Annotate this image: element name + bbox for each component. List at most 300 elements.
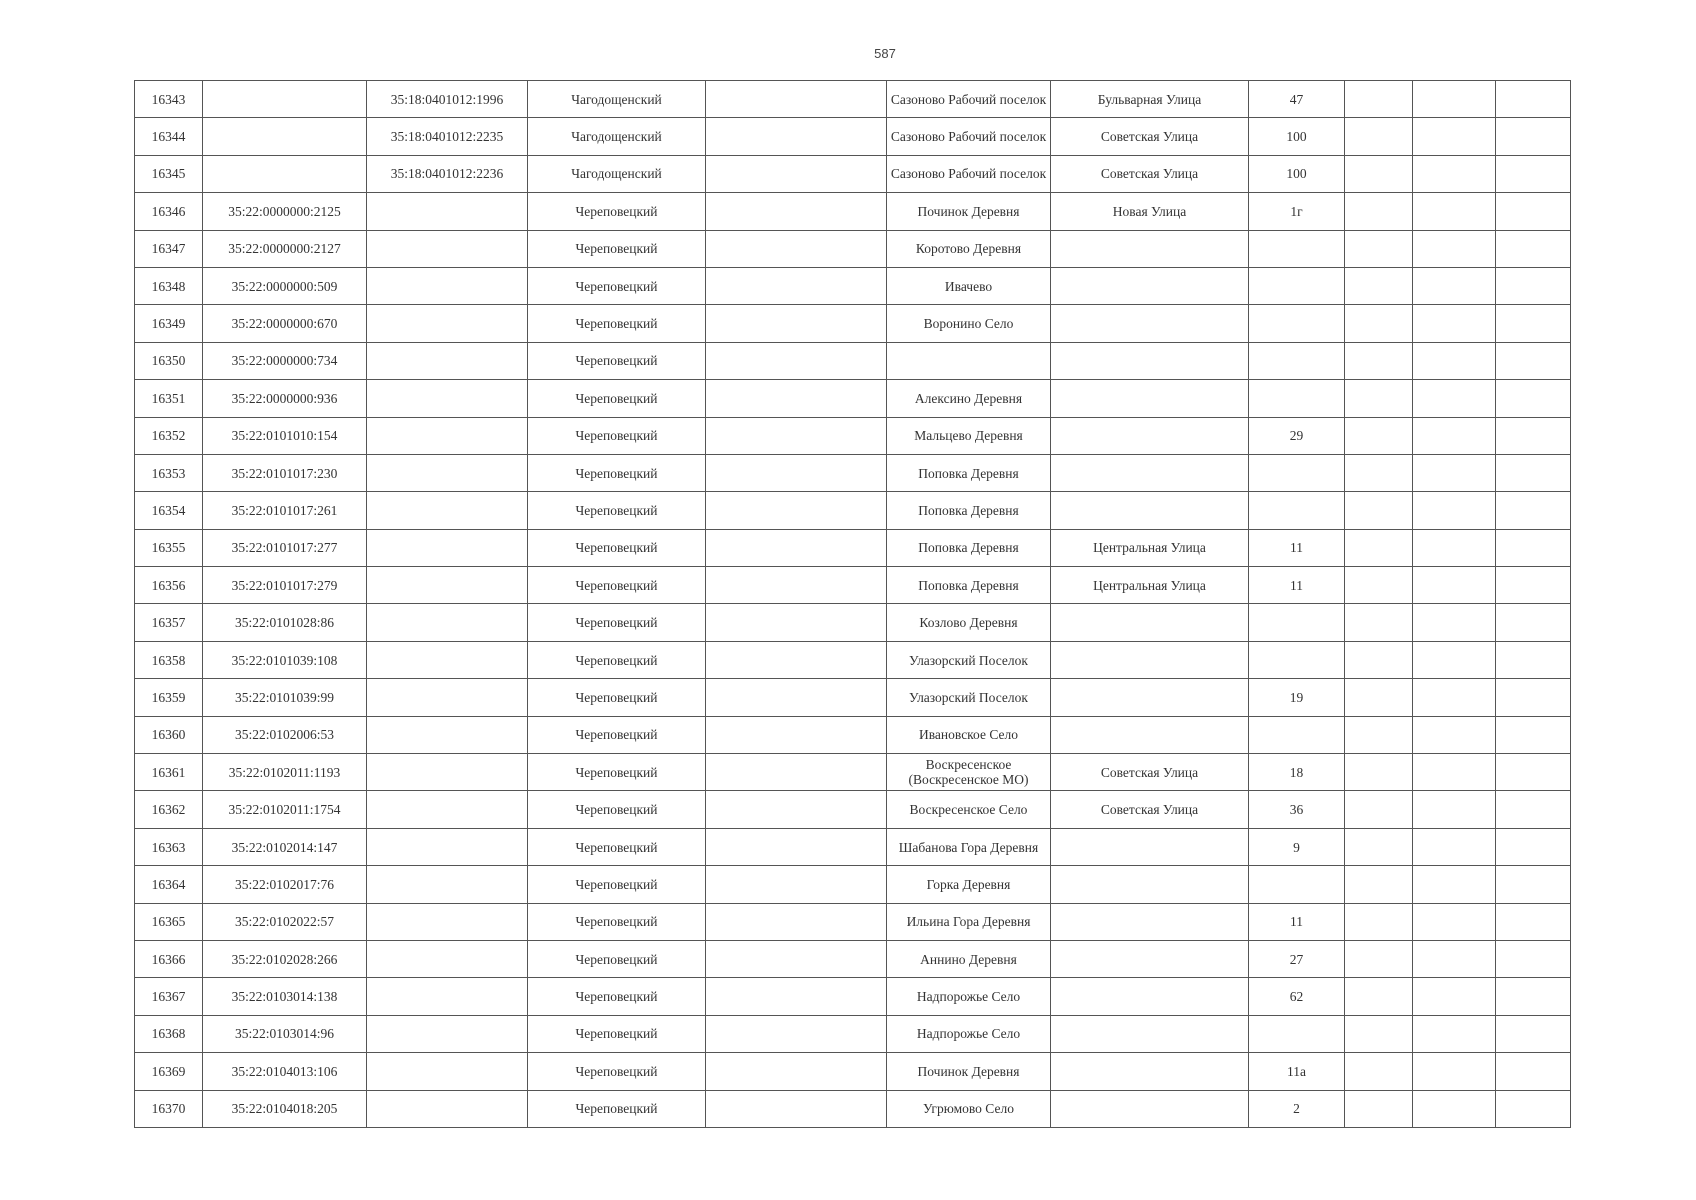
record-number-cell: 16350 — [135, 342, 203, 379]
cadastral-number-alt-cell — [367, 978, 528, 1015]
cadastral-number-alt-cell — [367, 716, 528, 753]
locality-cell: Мальцево Деревня — [887, 417, 1051, 454]
street-cell — [1051, 1090, 1249, 1127]
street-cell — [1051, 492, 1249, 529]
table-row — [135, 230, 1571, 267]
cadastral-number-cell: 35:22:0102011:1754 — [203, 791, 367, 828]
extra-1-cell — [1345, 342, 1413, 379]
extra-1-cell — [1345, 267, 1413, 304]
settlement-type-cell — [706, 604, 887, 641]
table-row — [135, 417, 1571, 454]
house-number-cell — [1249, 230, 1345, 267]
cadastral-number-cell — [203, 155, 367, 192]
house-number-cell: 9 — [1249, 828, 1345, 865]
extra-1-cell — [1345, 81, 1413, 118]
record-number-cell: 16344 — [135, 118, 203, 155]
settlement-type-cell — [706, 940, 887, 977]
extra-3-cell — [1496, 193, 1571, 230]
house-number-cell — [1249, 492, 1345, 529]
cadastral-number-cell: 35:22:0101010:154 — [203, 417, 367, 454]
record-number-cell: 16362 — [135, 791, 203, 828]
locality-cell: Козлово Деревня — [887, 604, 1051, 641]
locality-cell: Улазорский Поселок — [887, 679, 1051, 716]
extra-2-cell — [1413, 230, 1496, 267]
district-cell: Чагодощенский — [528, 155, 706, 192]
extra-1-cell — [1345, 1053, 1413, 1090]
cadastral-number-cell: 35:22:0102017:76 — [203, 866, 367, 903]
record-number-cell: 16360 — [135, 716, 203, 753]
district-cell: Чагодощенский — [528, 81, 706, 118]
house-number-cell — [1249, 305, 1345, 342]
cadastral-number-alt-cell — [367, 529, 528, 566]
table-row — [135, 604, 1571, 641]
street-cell — [1051, 641, 1249, 678]
cadastral-number-alt-cell: 35:18:0401012:2235 — [367, 118, 528, 155]
cadastral-number-cell: 35:22:0103014:96 — [203, 1015, 367, 1052]
extra-3-cell — [1496, 417, 1571, 454]
table-row — [135, 1053, 1571, 1090]
extra-2-cell — [1413, 567, 1496, 604]
house-number-cell — [1249, 454, 1345, 491]
locality-cell — [887, 342, 1051, 379]
settlement-type-cell — [706, 380, 887, 417]
extra-3-cell — [1496, 679, 1571, 716]
extra-1-cell — [1345, 380, 1413, 417]
extra-3-cell — [1496, 754, 1571, 791]
district-cell: Череповецкий — [528, 866, 706, 903]
extra-2-cell — [1413, 267, 1496, 304]
house-number-cell: 11а — [1249, 1053, 1345, 1090]
cadastral-number-cell — [203, 81, 367, 118]
locality-cell: Починок Деревня — [887, 193, 1051, 230]
cadastral-number-cell: 35:22:0101017:261 — [203, 492, 367, 529]
district-cell: Череповецкий — [528, 529, 706, 566]
cadastral-number-cell: 35:22:0101017:277 — [203, 529, 367, 566]
house-number-cell — [1249, 716, 1345, 753]
cadastral-number-cell: 35:22:0102011:1193 — [203, 754, 367, 791]
district-cell: Череповецкий — [528, 380, 706, 417]
record-number-cell: 16359 — [135, 679, 203, 716]
district-cell: Череповецкий — [528, 417, 706, 454]
locality-cell: Улазорский Поселок — [887, 641, 1051, 678]
settlement-type-cell — [706, 118, 887, 155]
locality-cell: Воронино Село — [887, 305, 1051, 342]
locality-cell: Алексино Деревня — [887, 380, 1051, 417]
street-cell — [1051, 604, 1249, 641]
extra-1-cell — [1345, 940, 1413, 977]
table-row — [135, 978, 1571, 1015]
cadastral-number-cell: 35:22:0102006:53 — [203, 716, 367, 753]
extra-3-cell — [1496, 230, 1571, 267]
locality-cell: Сазоново Рабочий поселок — [887, 118, 1051, 155]
locality-cell: Шабанова Гора Деревня — [887, 828, 1051, 865]
extra-1-cell — [1345, 529, 1413, 566]
house-number-cell: 100 — [1249, 155, 1345, 192]
street-cell: Центральная Улица — [1051, 567, 1249, 604]
cadastral-number-alt-cell — [367, 940, 528, 977]
street-cell: Советская Улица — [1051, 118, 1249, 155]
record-number-cell: 16370 — [135, 1090, 203, 1127]
registry-table-body — [135, 81, 1571, 1128]
cadastral-number-alt-cell — [367, 1053, 528, 1090]
house-number-cell: 100 — [1249, 118, 1345, 155]
district-cell: Череповецкий — [528, 230, 706, 267]
extra-1-cell — [1345, 155, 1413, 192]
extra-1-cell — [1345, 754, 1413, 791]
cadastral-number-cell: 35:22:0000000:936 — [203, 380, 367, 417]
cadastral-number-alt-cell — [367, 903, 528, 940]
extra-1-cell — [1345, 866, 1413, 903]
street-cell — [1051, 342, 1249, 379]
house-number-cell: 1г — [1249, 193, 1345, 230]
registry-table — [134, 80, 1571, 1128]
table-row — [135, 1015, 1571, 1052]
cadastral-number-alt-cell — [367, 1090, 528, 1127]
house-number-cell — [1249, 267, 1345, 304]
record-number-cell: 16351 — [135, 380, 203, 417]
street-cell — [1051, 305, 1249, 342]
district-cell: Череповецкий — [528, 679, 706, 716]
extra-2-cell — [1413, 118, 1496, 155]
cadastral-number-alt-cell — [367, 267, 528, 304]
table-row — [135, 380, 1571, 417]
extra-3-cell — [1496, 604, 1571, 641]
locality-cell: Ивачево — [887, 267, 1051, 304]
cadastral-number-alt-cell — [367, 604, 528, 641]
table-row — [135, 828, 1571, 865]
extra-1-cell — [1345, 454, 1413, 491]
settlement-type-cell — [706, 267, 887, 304]
extra-3-cell — [1496, 1015, 1571, 1052]
house-number-cell: 11 — [1249, 567, 1345, 604]
cadastral-number-cell: 35:22:0000000:734 — [203, 342, 367, 379]
settlement-type-cell — [706, 417, 887, 454]
extra-1-cell — [1345, 641, 1413, 678]
settlement-type-cell — [706, 1090, 887, 1127]
cadastral-number-alt-cell: 35:18:0401012:2236 — [367, 155, 528, 192]
house-number-cell — [1249, 1015, 1345, 1052]
street-cell — [1051, 230, 1249, 267]
extra-3-cell — [1496, 529, 1571, 566]
district-cell: Череповецкий — [528, 567, 706, 604]
street-cell — [1051, 1015, 1249, 1052]
district-cell: Череповецкий — [528, 342, 706, 379]
extra-2-cell — [1413, 529, 1496, 566]
settlement-type-cell — [706, 492, 887, 529]
extra-3-cell — [1496, 828, 1571, 865]
street-cell: Центральная Улица — [1051, 529, 1249, 566]
cadastral-number-alt-cell — [367, 754, 528, 791]
extra-3-cell — [1496, 641, 1571, 678]
house-number-cell: 11 — [1249, 529, 1345, 566]
locality-cell: Надпорожье Село — [887, 1015, 1051, 1052]
table-row — [135, 903, 1571, 940]
table-row — [135, 679, 1571, 716]
record-number-cell: 16348 — [135, 267, 203, 304]
settlement-type-cell — [706, 716, 887, 753]
locality-cell: Поповка Деревня — [887, 454, 1051, 491]
district-cell: Череповецкий — [528, 604, 706, 641]
extra-3-cell — [1496, 866, 1571, 903]
street-cell — [1051, 716, 1249, 753]
locality-cell: Сазоново Рабочий поселок — [887, 155, 1051, 192]
extra-2-cell — [1413, 828, 1496, 865]
street-cell — [1051, 267, 1249, 304]
record-number-cell: 16358 — [135, 641, 203, 678]
extra-1-cell — [1345, 604, 1413, 641]
cadastral-number-cell: 35:22:0102022:57 — [203, 903, 367, 940]
street-cell: Новая Улица — [1051, 193, 1249, 230]
cadastral-number-alt-cell — [367, 230, 528, 267]
house-number-cell: 11 — [1249, 903, 1345, 940]
settlement-type-cell — [706, 828, 887, 865]
locality-cell: Коротово Деревня — [887, 230, 1051, 267]
extra-1-cell — [1345, 1090, 1413, 1127]
extra-3-cell — [1496, 454, 1571, 491]
locality-cell: Горка Деревня — [887, 866, 1051, 903]
extra-1-cell — [1345, 417, 1413, 454]
extra-2-cell — [1413, 940, 1496, 977]
settlement-type-cell — [706, 305, 887, 342]
extra-1-cell — [1345, 118, 1413, 155]
cadastral-number-cell: 35:22:0101017:230 — [203, 454, 367, 491]
house-number-cell — [1249, 866, 1345, 903]
street-cell — [1051, 454, 1249, 491]
street-cell: Бульварная Улица — [1051, 81, 1249, 118]
extra-2-cell — [1413, 716, 1496, 753]
record-number-cell: 16355 — [135, 529, 203, 566]
extra-2-cell — [1413, 492, 1496, 529]
street-cell — [1051, 866, 1249, 903]
extra-3-cell — [1496, 155, 1571, 192]
table-row — [135, 716, 1571, 753]
settlement-type-cell — [706, 754, 887, 791]
locality-cell: Поповка Деревня — [887, 567, 1051, 604]
extra-1-cell — [1345, 679, 1413, 716]
district-cell: Чагодощенский — [528, 118, 706, 155]
street-cell — [1051, 1053, 1249, 1090]
extra-3-cell — [1496, 380, 1571, 417]
locality-cell: Воскресенское (Воскресенское МО) — [887, 754, 1051, 791]
cadastral-number-cell: 35:22:0102014:147 — [203, 828, 367, 865]
district-cell: Череповецкий — [528, 305, 706, 342]
extra-1-cell — [1345, 828, 1413, 865]
extra-1-cell — [1345, 305, 1413, 342]
cadastral-number-alt-cell — [367, 342, 528, 379]
extra-1-cell — [1345, 1015, 1413, 1052]
extra-3-cell — [1496, 305, 1571, 342]
settlement-type-cell — [706, 1015, 887, 1052]
locality-cell: Угрюмово Село — [887, 1090, 1051, 1127]
cadastral-number-alt-cell — [367, 417, 528, 454]
street-cell: Советская Улица — [1051, 155, 1249, 192]
cadastral-number-alt-cell: 35:18:0401012:1996 — [367, 81, 528, 118]
extra-2-cell — [1413, 641, 1496, 678]
district-cell: Череповецкий — [528, 641, 706, 678]
extra-2-cell — [1413, 342, 1496, 379]
house-number-cell — [1249, 342, 1345, 379]
record-number-cell: 16352 — [135, 417, 203, 454]
cadastral-number-cell: 35:22:0000000:509 — [203, 267, 367, 304]
record-number-cell: 16349 — [135, 305, 203, 342]
extra-2-cell — [1413, 454, 1496, 491]
extra-2-cell — [1413, 81, 1496, 118]
cadastral-number-alt-cell — [367, 679, 528, 716]
table-row — [135, 193, 1571, 230]
record-number-cell: 16365 — [135, 903, 203, 940]
settlement-type-cell — [706, 81, 887, 118]
extra-3-cell — [1496, 903, 1571, 940]
page-number: 587 — [874, 46, 896, 61]
district-cell: Череповецкий — [528, 828, 706, 865]
house-number-cell: 19 — [1249, 679, 1345, 716]
district-cell: Череповецкий — [528, 454, 706, 491]
settlement-type-cell — [706, 454, 887, 491]
settlement-type-cell — [706, 679, 887, 716]
street-cell — [1051, 940, 1249, 977]
locality-cell: Надпорожье Село — [887, 978, 1051, 1015]
house-number-cell: 18 — [1249, 754, 1345, 791]
extra-3-cell — [1496, 978, 1571, 1015]
district-cell: Череповецкий — [528, 1053, 706, 1090]
cadastral-number-alt-cell — [367, 492, 528, 529]
house-number-cell: 29 — [1249, 417, 1345, 454]
cadastral-number-alt-cell — [367, 305, 528, 342]
extra-3-cell — [1496, 1053, 1571, 1090]
settlement-type-cell — [706, 193, 887, 230]
locality-cell: Поповка Деревня — [887, 529, 1051, 566]
extra-2-cell — [1413, 604, 1496, 641]
record-number-cell: 16363 — [135, 828, 203, 865]
cadastral-number-alt-cell — [367, 1015, 528, 1052]
cadastral-number-alt-cell — [367, 828, 528, 865]
district-cell: Череповецкий — [528, 193, 706, 230]
settlement-type-cell — [706, 866, 887, 903]
extra-1-cell — [1345, 230, 1413, 267]
cadastral-number-cell: 35:22:0000000:2125 — [203, 193, 367, 230]
record-number-cell: 16354 — [135, 492, 203, 529]
extra-3-cell — [1496, 567, 1571, 604]
cadastral-number-cell: 35:22:0104013:106 — [203, 1053, 367, 1090]
settlement-type-cell — [706, 903, 887, 940]
record-number-cell: 16361 — [135, 754, 203, 791]
cadastral-number-alt-cell — [367, 791, 528, 828]
table-row — [135, 267, 1571, 304]
record-number-cell: 16353 — [135, 454, 203, 491]
house-number-cell: 2 — [1249, 1090, 1345, 1127]
extra-1-cell — [1345, 978, 1413, 1015]
cadastral-number-alt-cell — [367, 380, 528, 417]
extra-3-cell — [1496, 118, 1571, 155]
cadastral-number-cell: 35:22:0000000:2127 — [203, 230, 367, 267]
house-number-cell: 36 — [1249, 791, 1345, 828]
extra-1-cell — [1345, 903, 1413, 940]
extra-3-cell — [1496, 81, 1571, 118]
district-cell: Череповецкий — [528, 1090, 706, 1127]
extra-3-cell — [1496, 492, 1571, 529]
table-row — [135, 305, 1571, 342]
extra-2-cell — [1413, 193, 1496, 230]
district-cell: Череповецкий — [528, 978, 706, 1015]
cadastral-number-cell: 35:22:0101039:108 — [203, 641, 367, 678]
extra-3-cell — [1496, 791, 1571, 828]
house-number-cell: 47 — [1249, 81, 1345, 118]
table-row — [135, 567, 1571, 604]
street-cell — [1051, 417, 1249, 454]
cadastral-number-alt-cell — [367, 866, 528, 903]
extra-2-cell — [1413, 679, 1496, 716]
extra-2-cell — [1413, 1053, 1496, 1090]
settlement-type-cell — [706, 1053, 887, 1090]
record-number-cell: 16346 — [135, 193, 203, 230]
extra-1-cell — [1345, 567, 1413, 604]
settlement-type-cell — [706, 342, 887, 379]
record-number-cell: 16347 — [135, 230, 203, 267]
cadastral-number-cell: 35:22:0101028:86 — [203, 604, 367, 641]
table-row — [135, 342, 1571, 379]
locality-cell: Починок Деревня — [887, 1053, 1051, 1090]
extra-2-cell — [1413, 1090, 1496, 1127]
table-row — [135, 940, 1571, 977]
district-cell: Череповецкий — [528, 791, 706, 828]
district-cell: Череповецкий — [528, 1015, 706, 1052]
street-cell — [1051, 903, 1249, 940]
record-number-cell: 16357 — [135, 604, 203, 641]
table-row — [135, 754, 1571, 791]
cadastral-number-alt-cell — [367, 454, 528, 491]
street-cell — [1051, 679, 1249, 716]
street-cell: Советская Улица — [1051, 791, 1249, 828]
table-row — [135, 155, 1571, 192]
extra-2-cell — [1413, 155, 1496, 192]
table-row — [135, 81, 1571, 118]
settlement-type-cell — [706, 230, 887, 267]
record-number-cell: 16368 — [135, 1015, 203, 1052]
street-cell — [1051, 978, 1249, 1015]
cadastral-number-cell: 35:22:0102028:266 — [203, 940, 367, 977]
settlement-type-cell — [706, 567, 887, 604]
cadastral-number-cell: 35:22:0104018:205 — [203, 1090, 367, 1127]
extra-1-cell — [1345, 193, 1413, 230]
locality-cell: Поповка Деревня — [887, 492, 1051, 529]
cadastral-number-cell: 35:22:0103014:138 — [203, 978, 367, 1015]
district-cell: Череповецкий — [528, 940, 706, 977]
house-number-cell — [1249, 380, 1345, 417]
extra-2-cell — [1413, 978, 1496, 1015]
locality-cell: Ивановское Село — [887, 716, 1051, 753]
cadastral-number-alt-cell — [367, 567, 528, 604]
table-row — [135, 866, 1571, 903]
settlement-type-cell — [706, 641, 887, 678]
record-number-cell: 16345 — [135, 155, 203, 192]
settlement-type-cell — [706, 529, 887, 566]
extra-2-cell — [1413, 866, 1496, 903]
extra-1-cell — [1345, 791, 1413, 828]
extra-1-cell — [1345, 492, 1413, 529]
table-row — [135, 1090, 1571, 1127]
cadastral-number-alt-cell — [367, 641, 528, 678]
district-cell: Череповецкий — [528, 267, 706, 304]
house-number-cell — [1249, 604, 1345, 641]
settlement-type-cell — [706, 155, 887, 192]
district-cell: Череповецкий — [528, 492, 706, 529]
extra-2-cell — [1413, 903, 1496, 940]
district-cell: Череповецкий — [528, 754, 706, 791]
cadastral-number-alt-cell — [367, 193, 528, 230]
table-row — [135, 641, 1571, 678]
house-number-cell: 62 — [1249, 978, 1345, 1015]
cadastral-number-cell: 35:22:0101039:99 — [203, 679, 367, 716]
